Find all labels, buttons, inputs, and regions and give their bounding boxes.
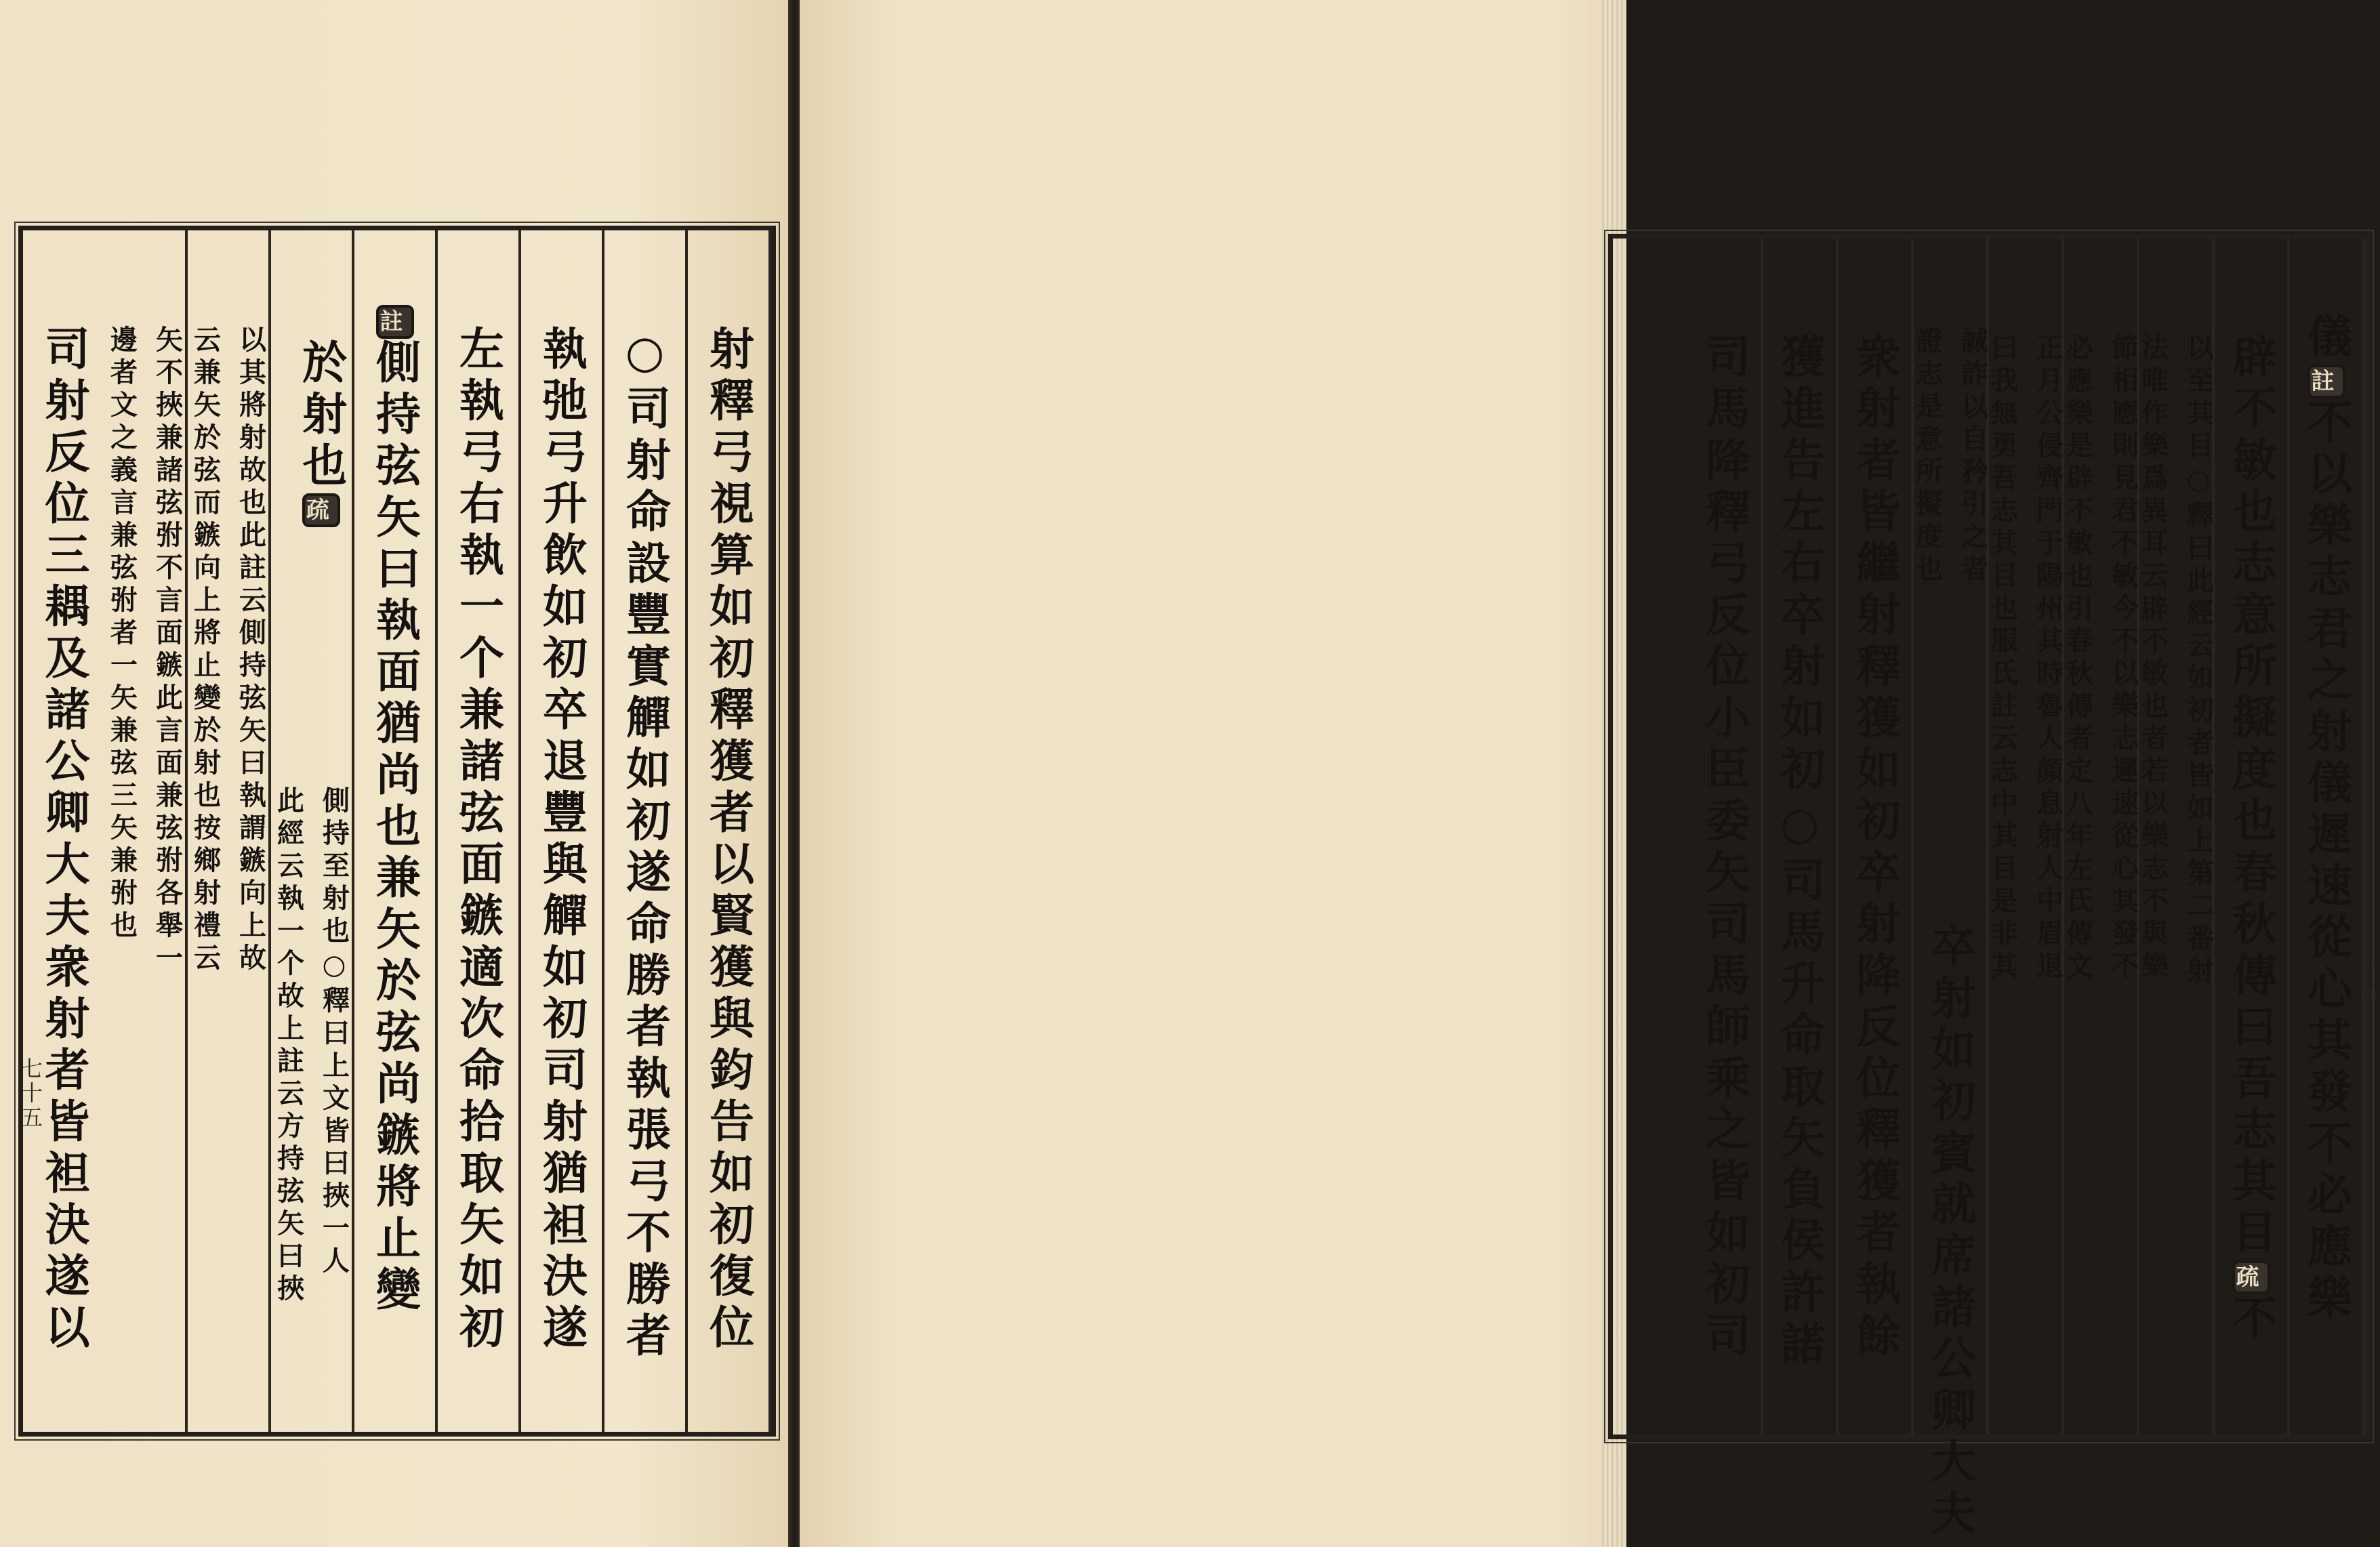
- note-line-right: 正月公侵齊門于陽州其時魯人顔息射人中眉退: [2032, 333, 2064, 984]
- left-page: [0, 0, 789, 1547]
- text-column: [2139, 239, 2215, 1435]
- main-text: 衆射者皆繼射釋獲如初卒射降反位釋獲者執餘: [1848, 333, 1902, 1363]
- note-line-left: 曰我無勇吾志其目也服氏註云志中其目是非其: [1986, 333, 2019, 984]
- folio-number: 七十五: [18, 1057, 43, 1130]
- text-column: [104, 230, 188, 1432]
- main-text-fragment: 辟不敏也志意所擬度也春秋傳曰吾志其目: [2224, 333, 2278, 1260]
- double-line-note: [2059, 333, 2143, 984]
- note-line-left: 必應樂是辟不敏也引春秋傳者定八年左氏傳文: [2061, 333, 2094, 984]
- side-margin-label: 大射儀: [2357, 949, 2377, 1006]
- main-text: 左執弓右執一个兼諸弦面鏃適次命拾取矢如初: [451, 325, 505, 1355]
- text-column: [1763, 239, 1839, 1435]
- main-text: ○司射命設豐實觶如初遂命勝者執張弓不勝者: [618, 325, 672, 1363]
- text-column: [604, 230, 688, 1432]
- main-text: 射釋弓視算如初釋獲者以賢獲與鈞告如初復位: [701, 325, 755, 1355]
- main-text-fragment: 於射也: [294, 339, 348, 493]
- main-text: 執弛弓升飲如初卒退豐與觶如初司射猶袒決遂: [535, 325, 588, 1355]
- note-line-left: 邊者文之義言兼弦弣者一矢兼弦三矢兼弣也: [106, 325, 138, 943]
- double-line-note: [103, 325, 187, 976]
- double-line-note: [186, 325, 270, 976]
- main-text: 獲進告左右卒射如初○司馬升命取矢負侯許諾: [1773, 333, 1826, 1371]
- note-line-right: 以至其目○釋曰此經云如初者皆如上第二番射: [2182, 333, 2215, 989]
- text-column: [1911, 239, 1989, 1541]
- text-column: [23, 230, 104, 1432]
- commentary-seal-icon: 註: [2307, 365, 2345, 398]
- left-text-frame: [18, 226, 776, 1437]
- annotation-column: [368, 305, 422, 1317]
- note-line-left: 云兼矢於弦而鏃向上將止變於射也按鄉射禮云: [189, 325, 222, 976]
- main-text-fragment: 不以樂志君之射儀遲速從心其發不必應樂: [2299, 398, 2353, 1325]
- text-column: [2290, 239, 2365, 1435]
- text-column: [438, 230, 521, 1432]
- note-line-right: 誠詐以自矜引之者: [1956, 327, 1989, 587]
- text-column: [1986, 239, 2064, 1435]
- right-text-frame: [1608, 234, 2370, 1541]
- text-column: [2215, 239, 2290, 1435]
- note-line-right: 矢不挾兼諸弦弣不言面鏃此言面兼弦弣各舉一: [151, 325, 184, 976]
- text-column: [188, 230, 271, 1432]
- main-text: [294, 339, 348, 527]
- main-text: [2299, 313, 2353, 1325]
- text-column: [521, 230, 604, 1432]
- main-text-fragment: 儀: [2299, 313, 2353, 365]
- double-line-note: [1984, 333, 2068, 984]
- text-column: [1688, 239, 1763, 1435]
- subcommentary-seal-icon: 疏: [302, 493, 340, 527]
- note-line-right: 以其將射故也此註云側持弦矢曰執謂鏃向上故: [234, 325, 267, 976]
- text-column: [688, 230, 771, 1432]
- double-line-note: [270, 786, 354, 1306]
- main-text: 司射反位三耦及諸公卿大夫衆射者皆袒決遂以: [37, 325, 90, 1355]
- text-column: [1839, 239, 1914, 1435]
- note-line-right: 側持至射也○釋曰上文皆曰挾一人: [318, 786, 350, 1279]
- commentary-seal-icon: 註: [376, 305, 414, 339]
- text-column: [354, 230, 438, 1432]
- right-page: [800, 0, 2377, 1547]
- note-line-right: 節相應則見君不敏今不以樂志遲速從心其發不: [2107, 333, 2139, 984]
- main-text-fragment: 不: [2224, 1294, 2278, 1346]
- note-line-left: 此經云執一个故上註云方持弦矢曰挾: [272, 786, 305, 1306]
- text-column: [271, 230, 354, 1432]
- note-line-left: 法唯作樂爲異耳云辟不敏也者若以樂志不與樂: [2137, 333, 2169, 984]
- double-line-note: [1908, 327, 1992, 587]
- main-text: 側持弦矢曰執面猶尚也兼矢於弦尚鏃將止變: [368, 339, 422, 1317]
- subcommentary-seal-icon: 疏: [2232, 1260, 2270, 1294]
- main-text: [2224, 333, 2278, 1346]
- text-column: [1613, 239, 1688, 1435]
- main-text: 司馬降釋弓反位小臣委矢司馬師乘之皆如初司: [1698, 333, 1751, 1363]
- note-line-left: 證志是意所擬度也: [1911, 327, 1944, 587]
- main-text: 卒射如初賓就席諸公卿大夫: [1923, 923, 1977, 1541]
- double-line-note: [2134, 333, 2218, 989]
- text-column: [2061, 239, 2139, 1435]
